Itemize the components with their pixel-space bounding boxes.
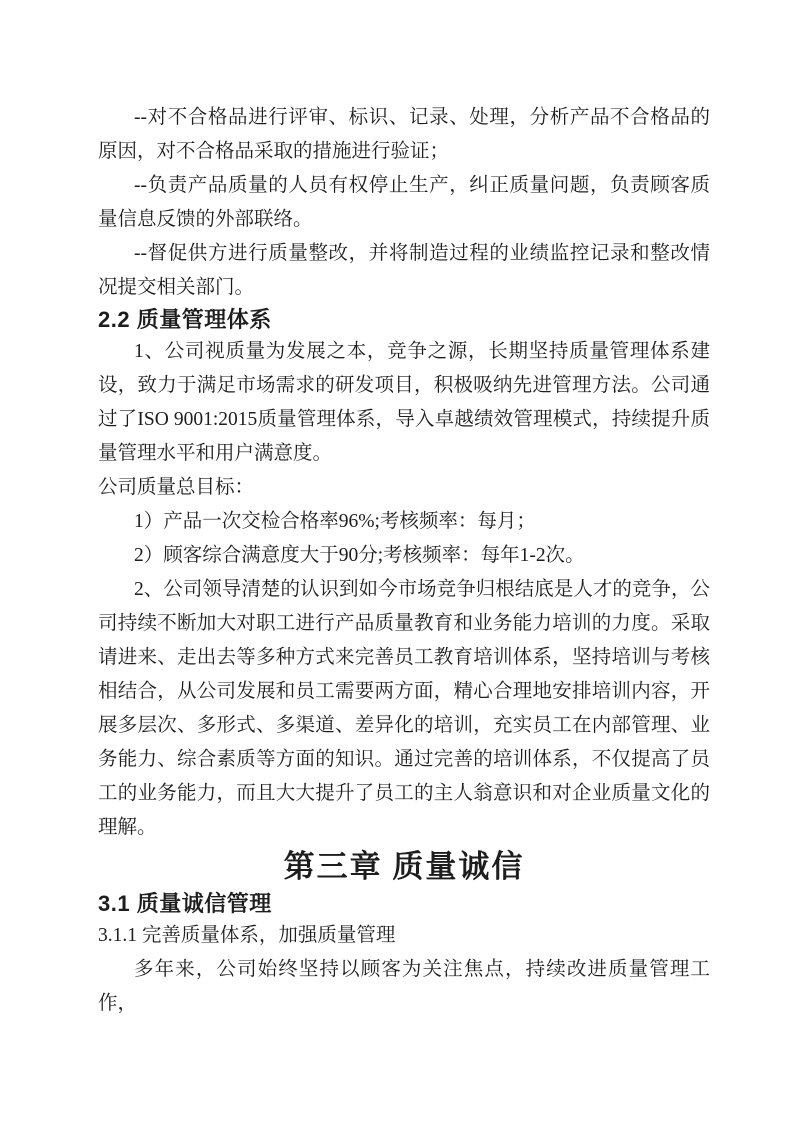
paragraph-customer-focus: 多年来，公司始终坚持以顾客为关注焦点，持续改进质量管理工作，	[98, 959, 710, 1014]
section-heading-2-2: 2.2 质量管理体系	[98, 307, 272, 332]
list-item-goal-2: 2）顾客综合满意度大于90分;考核频率：每年1-2次。	[134, 545, 585, 566]
paragraph-qms-building: 1、公司视质量为发展之本，竞争之源，长期坚持质量管理体系建设，致力于满足市场需求的研发项目，积极吸纳先进管理方法。公司通过了ISO 9001:2015质量管理体系，导入卓越绩效管理模式，持续提升质量管理水平和用户满意度。	[98, 341, 710, 464]
paragraph-training-system: 2、公司领导清楚的认识到如今市场竞争归根结底是人才的竞争，公司持续不断加大对职工进行产品质量教育和业务能力培训的力度。采取请进来、走出去等多种方式来完善员工教育培训体系，坚持培训与考核相结合，从公司发展和员工需要两方面，精心合理地安排培训内容，开展多层次、多形式、多渠道、差异化的培训，充实员工在内部管理、业务能力、综合素质等方面的知识。通过完善的培训体系，不仅提高了员工的业务能力，而且大大提升了员工的主人翁意识和对企业质量文化的理解。	[98, 579, 710, 838]
subsection-heading-3-1-1: 3.1.1 完善质量体系，加强质量管理	[98, 925, 396, 946]
paragraph-quality-goals-label: 公司质量总目标：	[98, 477, 255, 498]
section-heading-3-1: 3.1 质量诚信管理	[98, 891, 272, 916]
paragraph-stop-production: --负责产品质量的人员有权停止生产，纠正质量问题，负责顾客质量信息反馈的外部联络。	[98, 175, 710, 230]
paragraph-supervise-supplier: --督促供方进行质量整改，并将制造过程的业绩监控记录和整改情况提交相关部门。	[98, 243, 710, 298]
document-content	[98, 101, 710, 1021]
chapter-title: 第三章 质量诚信	[283, 849, 525, 884]
list-item-goal-1: 1）产品一次交检合格率96%;考核频率：每月；	[134, 511, 536, 532]
paragraph-nonconforming-review: --对不合格品进行评审、标识、记录、处理，分析产品不合格品的原因，对不合格品采取的措施进行验证；	[98, 107, 710, 162]
